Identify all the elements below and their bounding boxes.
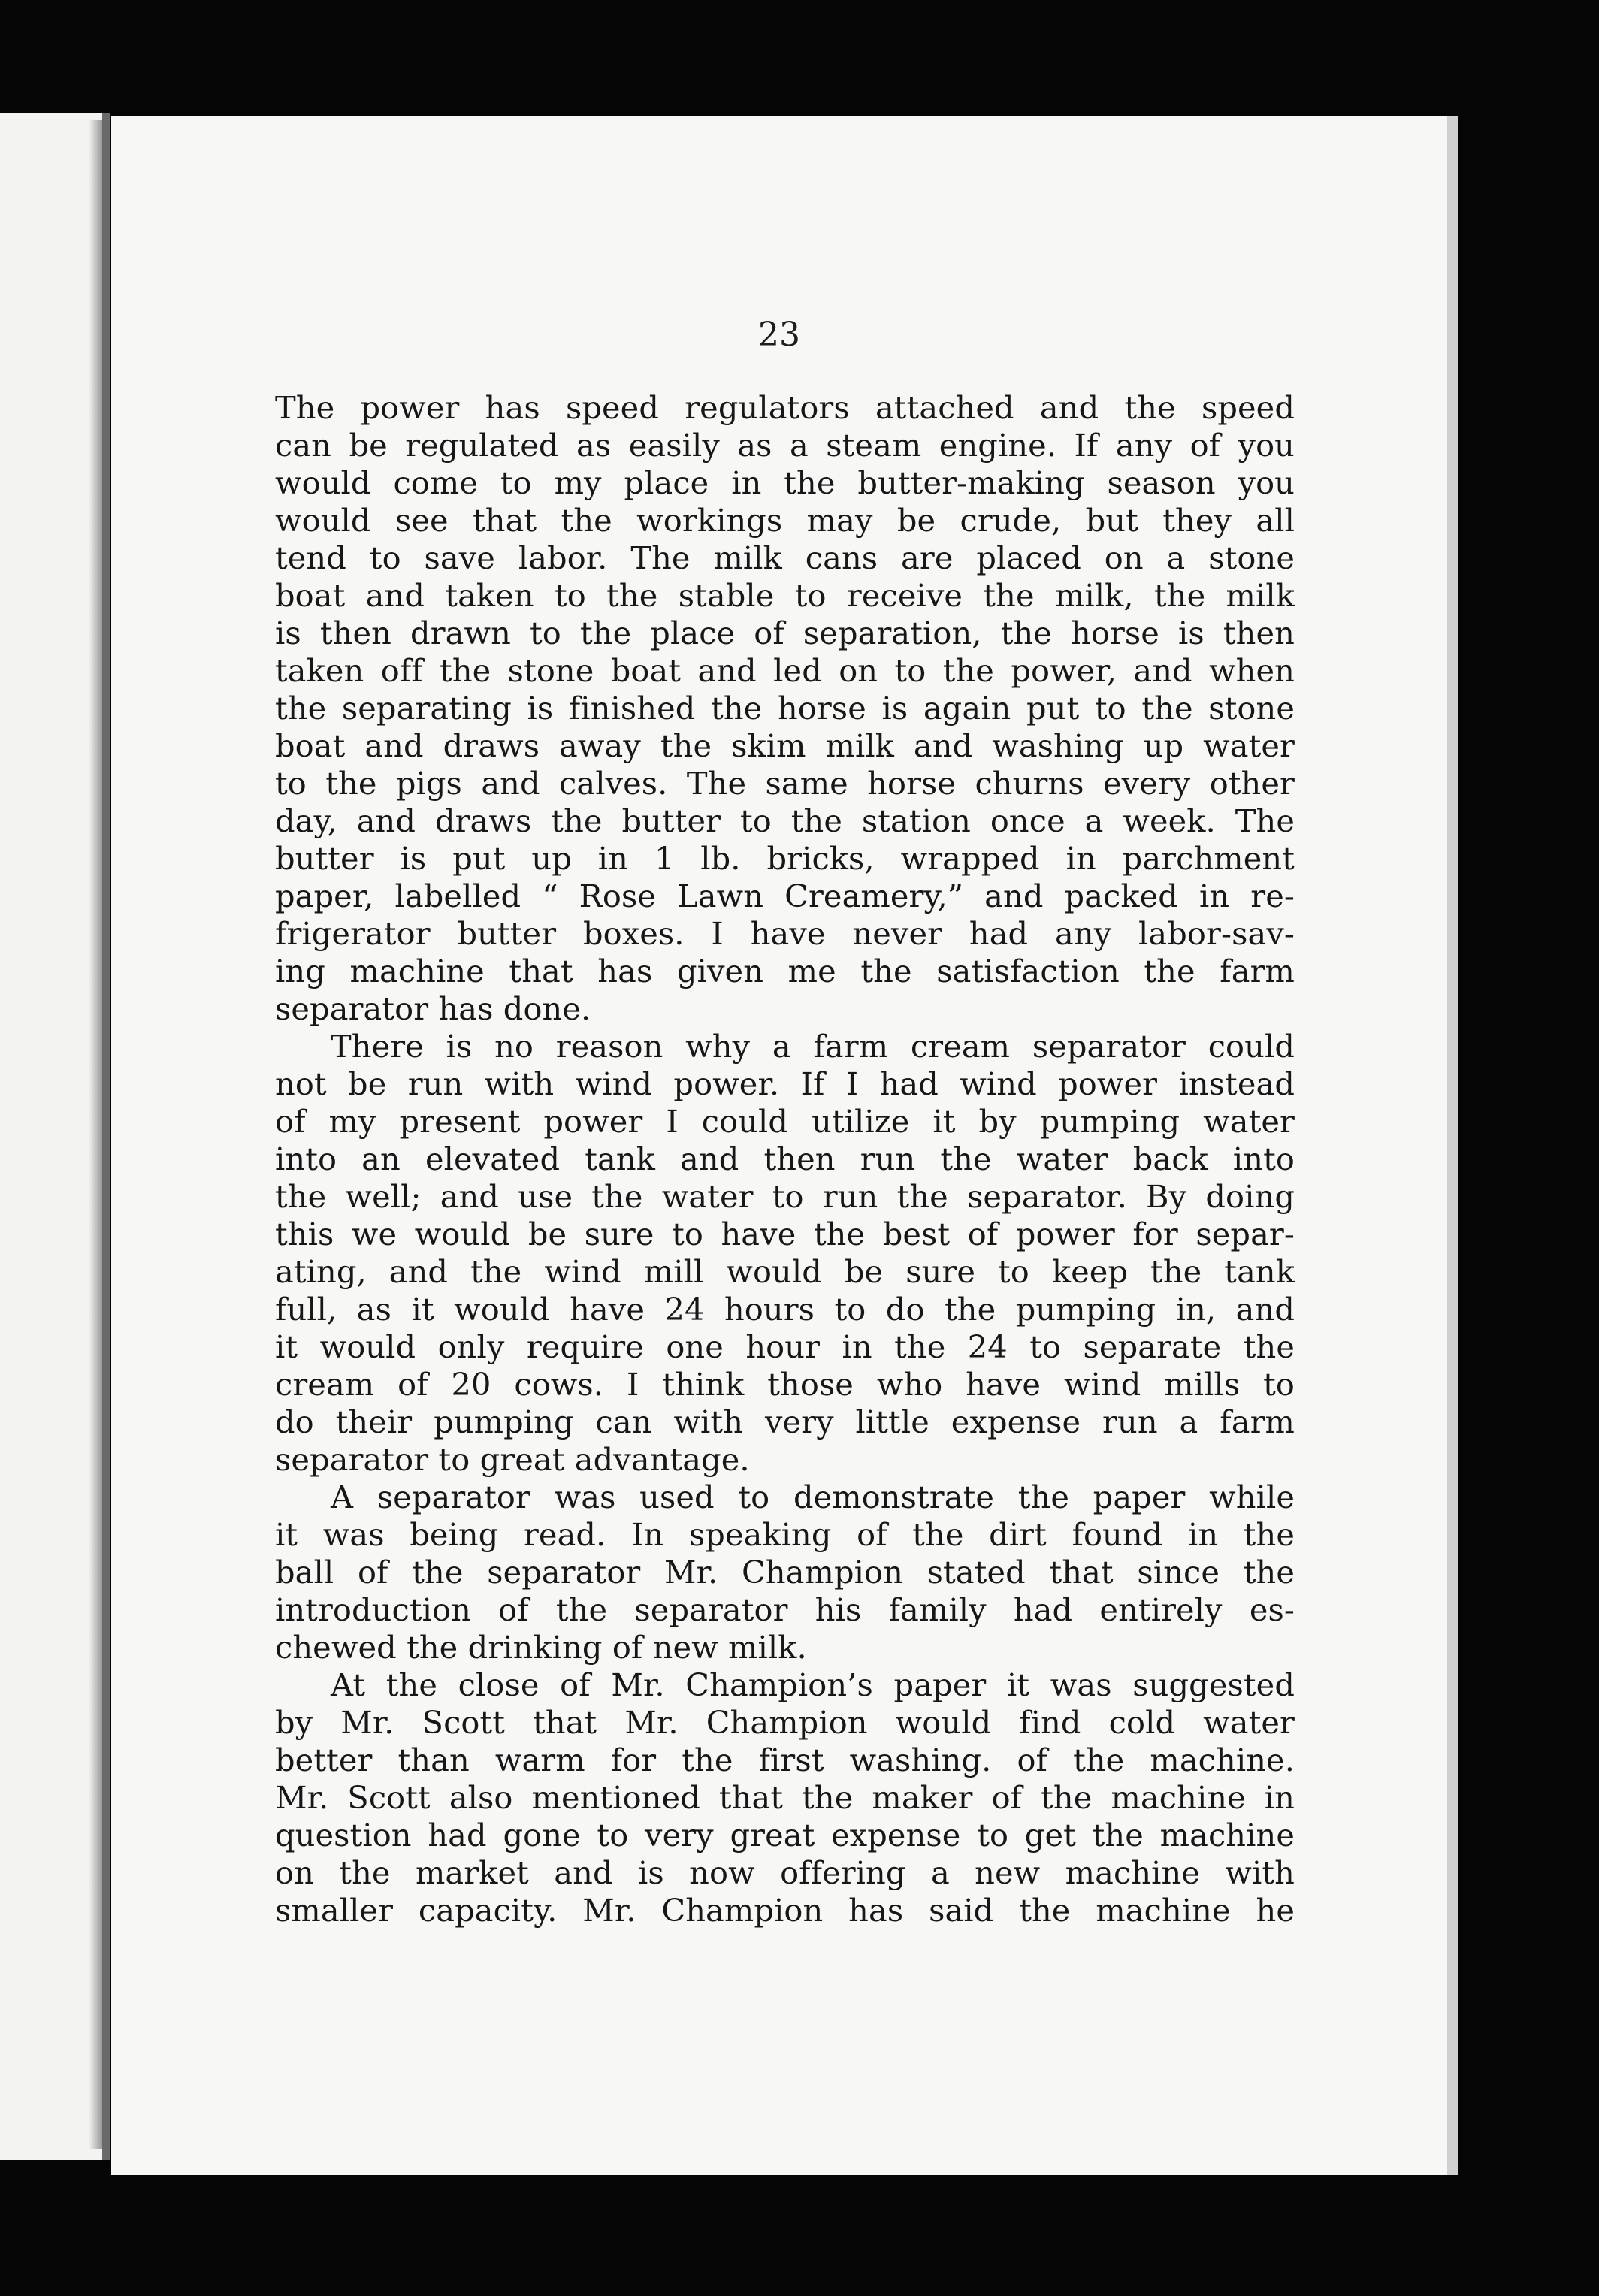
text-line: taken off the stone boat and led on to the power, and when (275, 652, 1295, 689)
text-line: to the pigs and calves. The same horse churns every other (275, 765, 1295, 802)
text-line: it was being read. In speaking of the dirt found in the (275, 1516, 1295, 1553)
book-page (111, 116, 1458, 2175)
book-gutter-shadow (89, 120, 102, 2149)
text-line: by Mr. Scott that Mr. Champion would find cold water (275, 1704, 1295, 1741)
text-line: separator has done. (275, 990, 591, 1027)
text-line: smaller capacity. Mr. Champion has said the machine he (275, 1892, 1295, 1929)
text-line: day, and draws the butter to the station once a week. The (275, 802, 1295, 839)
text-line: of my present power I could utilize it by pumping water (275, 1103, 1295, 1140)
text-line: would come to my place in the butter-making season you (275, 464, 1295, 501)
text-line: into an elevated tank and then run the water back into (275, 1140, 1295, 1177)
text-line: separator to great advantage. (275, 1441, 750, 1478)
text-line: boat and taken to the stable to receive the milk, the milk (275, 577, 1295, 614)
text-line: The power has speed regulators attached and the speed (275, 389, 1295, 426)
text-line: tend to save labor. The milk cans are placed on a stone (275, 539, 1295, 576)
text-line: At the close of Mr. Champion’s paper it was suggested (331, 1666, 1295, 1703)
text-line: the separating is finished the horse is again put to the stone (275, 690, 1295, 727)
text-line: butter is put up in 1 lb. bricks, wrapped in parchment (275, 840, 1295, 877)
text-line: the well; and use the water to run the separator. By doing (275, 1178, 1295, 1215)
text-line: can be regulated as easily as a steam engine. If any of you (275, 427, 1295, 464)
text-line: not be run with wind power. If I had wind power instead (275, 1065, 1295, 1102)
text-line: is then drawn to the place of separation, the horse is then (275, 615, 1295, 651)
text-line: do their pumping can with very little expense run a farm (275, 1403, 1295, 1440)
text-line: boat and draws away the skim milk and washing up water (275, 727, 1295, 764)
text-line: ball of the separator Mr. Champion stated that since the (275, 1554, 1295, 1591)
text-line: cream of 20 cows. I think those who have wind mills to (275, 1366, 1295, 1403)
text-line: A separator was used to demonstrate the paper while (331, 1479, 1295, 1515)
text-line: paper, labelled “ Rose Lawn Creamery,” and packed in re- (275, 878, 1295, 914)
text-line: ating, and the wind mill would be sure to keep the tank (275, 1253, 1295, 1290)
text-line: introduction of the separator his family had entirely es- (275, 1591, 1295, 1628)
text-line: it would only require one hour in the 24 to separate the (275, 1328, 1295, 1365)
text-line: frigerator butter boxes. I have never had any labor-sav- (275, 915, 1295, 952)
text-line: chewed the drinking of new milk. (275, 1629, 807, 1666)
text-line: There is no reason why a farm cream separator could (331, 1028, 1295, 1065)
text-line: Mr. Scott also mentioned that the maker of the machine in (275, 1779, 1295, 1816)
text-line: ing machine that has given me the satisfaction the farm (275, 953, 1295, 989)
text-line: would see that the workings may be crude, but they all (275, 502, 1295, 539)
body-text (275, 389, 1295, 1929)
text-line: question had gone to very great expense to get the machine (275, 1817, 1295, 1853)
page-number: 23 (758, 316, 800, 354)
text-line: on the market and is now offering a new machine with (275, 1854, 1295, 1891)
text-line: this we would be sure to have the best of power for separ- (275, 1216, 1295, 1252)
text-line: better than warm for the first washing. of the machine. (275, 1742, 1295, 1778)
text-line: full, as it would have 24 hours to do the pumping in, and (275, 1291, 1295, 1328)
